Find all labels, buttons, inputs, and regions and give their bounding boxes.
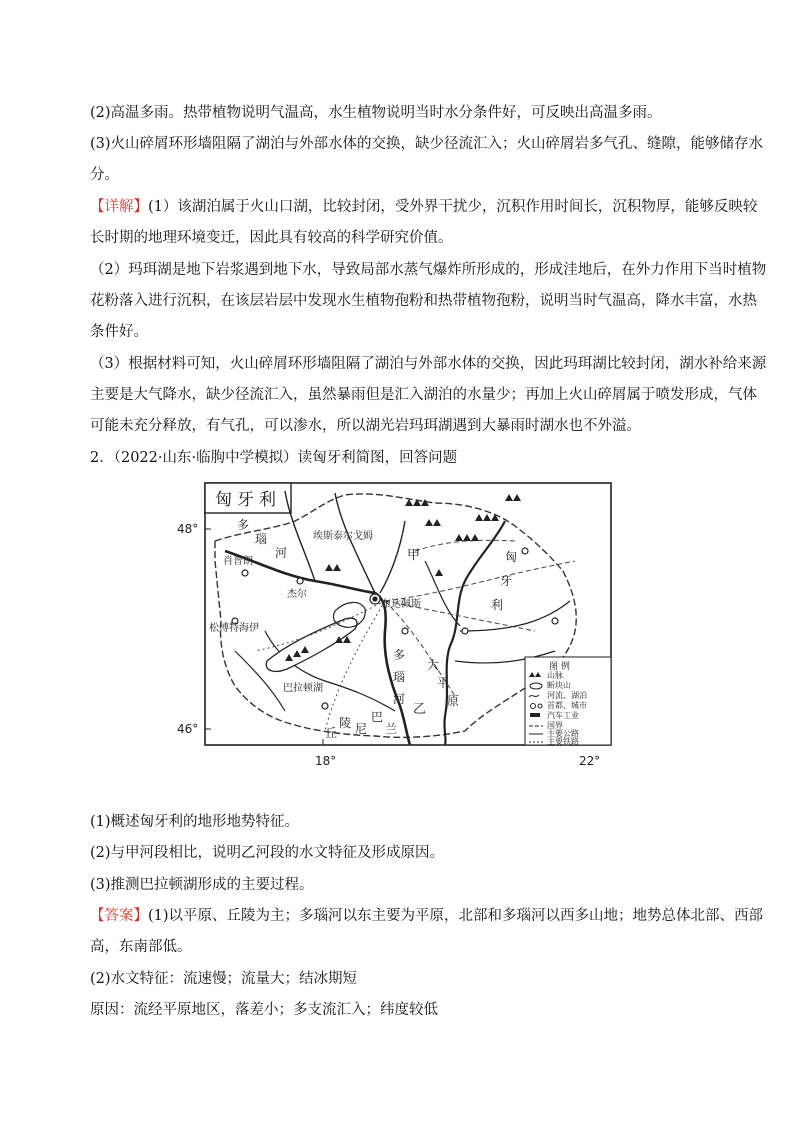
question-1: (1)概述匈牙利的地形地势特征。 [90,814,300,830]
legend-item-5: 国界 [547,721,563,730]
text-line-3: 【详解】(1）该湖泊属于火山口湖，比较封闭，受外界干扰少，沉积作用时间长，沉积物厚，能够反映较 [90,199,758,215]
char-ling: 陵 [339,716,352,730]
char-nao-1: 瑙 [255,532,268,546]
legend-item-7: 主要铁路 [547,737,579,746]
answer-line-3: (2)水文特征：流速慢；流量大；结冰期短 [90,971,358,987]
char-ping: 平 [437,676,450,690]
char-lan: 兰 [385,722,398,736]
place-balaton: 巴拉顿湖 [283,683,323,694]
detail-label: 【详解】 [90,199,148,215]
question-3: (3)推测巴拉顿湖形成的主要过程。 [90,877,314,893]
text-line-9: 主要是大气降水，缺少径流汇入，虽然暴雨但是汇入湖泊的水量少；再加上火山碎屑属于喷发形成，气体 [90,387,757,403]
char-yuan: 原 [447,694,460,708]
char-nao-2: 瑙 [393,670,406,684]
legend-item-0: 山脉 [547,671,563,680]
question-2: (2)与甲河段相比，说明乙河段的水文特征及形成原因。 [90,845,445,861]
text-line-2: 分。 [90,167,119,183]
legend-item-3: 首都、城市 [547,701,587,710]
place-gyor: 杰尔 [287,589,307,600]
char-he-2: 河 [393,692,406,706]
place-sopron: 肖普朗 [223,556,253,567]
char-he-1: 河 [275,546,288,560]
map-legend [525,657,611,746]
text-line-1: (3)火山碎屑环形墙阻隔了湖泊与外部水体的交换，缺少径流汇入；火山碎屑岩多气孔、缝隙，能够储存水 [90,136,764,152]
char-li: 利 [491,598,504,612]
char-da: 大 [427,658,440,672]
legend-item-4: 汽车工业 [547,711,579,720]
legend-title: 图 例 [549,662,570,672]
lat-48-label: 48° [177,522,199,536]
char-qiu: 丘 [325,726,338,740]
char-yi: 乙 [413,702,427,717]
char-ni: 尼 [355,722,368,736]
char-ba: 巴 [371,710,384,724]
text-line-0: (2)高温多雨。热带植物说明气温高，水生植物说明当时水分条件好，可反映出高温多雨。 [90,105,662,121]
text-line-8: （3）根据材料可知，火山碎屑环形墙阻隔了湖泊与外部水体的交换，因此玛珥湖比较封闭，湖水补给来源 [90,356,767,372]
answer-label: 【答案】 [90,908,148,924]
text-line-5: （2）玛珥湖是地下岩浆遇到地下水，导致局部水蒸气爆炸所形成的，形成洼地后，在外力作用下当时植物 [90,262,767,278]
place-esztergom: 埃斯泰尔戈姆 [313,531,373,542]
char-duo-2: 多 [393,648,406,662]
text-line-7: 条件好。 [90,324,148,340]
text-line-10: 可能未充分释放，有气孔，可以渗水，所以湖光岩玛珥湖遇到大暴雨时湖水也不外溢。 [90,418,641,434]
legend-item-2: 河流、湖泊 [547,691,587,700]
legend-auto-icon [530,713,540,717]
lat-46-label: 46° [177,722,199,736]
text-line-6: 花粉落入进行沉积，在该层岩层中发现水生植物孢粉和热带植物孢粉，说明当时气温高，降水丰富，水热 [90,293,757,309]
legend-item-1: 断块山 [547,681,571,690]
text-line-4: 长时期的地理环境变迁，因此具有较高的科学研究价值。 [90,230,453,246]
answer-line-2: 高，东南部低。 [90,939,192,955]
char-xiong: 匈 [505,550,518,564]
lon-18-label: 18° [315,754,337,768]
answer-line-1: 【答案】(1)以平原、丘陵为主；多瑙河以东主要为平原，北部和多瑙河以西多山地；地势总体北部、西部 [90,908,764,924]
place-szombathely: 松博特海伊 [209,623,259,634]
char-duo-1: 多 [237,518,250,532]
question-heading: 2．（2022·山东·临朐中学模拟）读匈牙利简图，回答问题 [90,450,458,466]
char-jia: 甲 [407,548,421,563]
map-title: 匈牙利 [215,490,281,510]
answer-line-4: 原因：流经平原地区，落差小；多支流汇入；纬度较低 [90,1002,438,1018]
hungary-map [175,481,619,793]
legend-item-6: 主要公路 [547,729,579,738]
place-budapest: 布达佩斯 [381,599,421,610]
char-ya: 牙 [500,574,513,588]
lon-22-label: 22° [579,754,601,768]
